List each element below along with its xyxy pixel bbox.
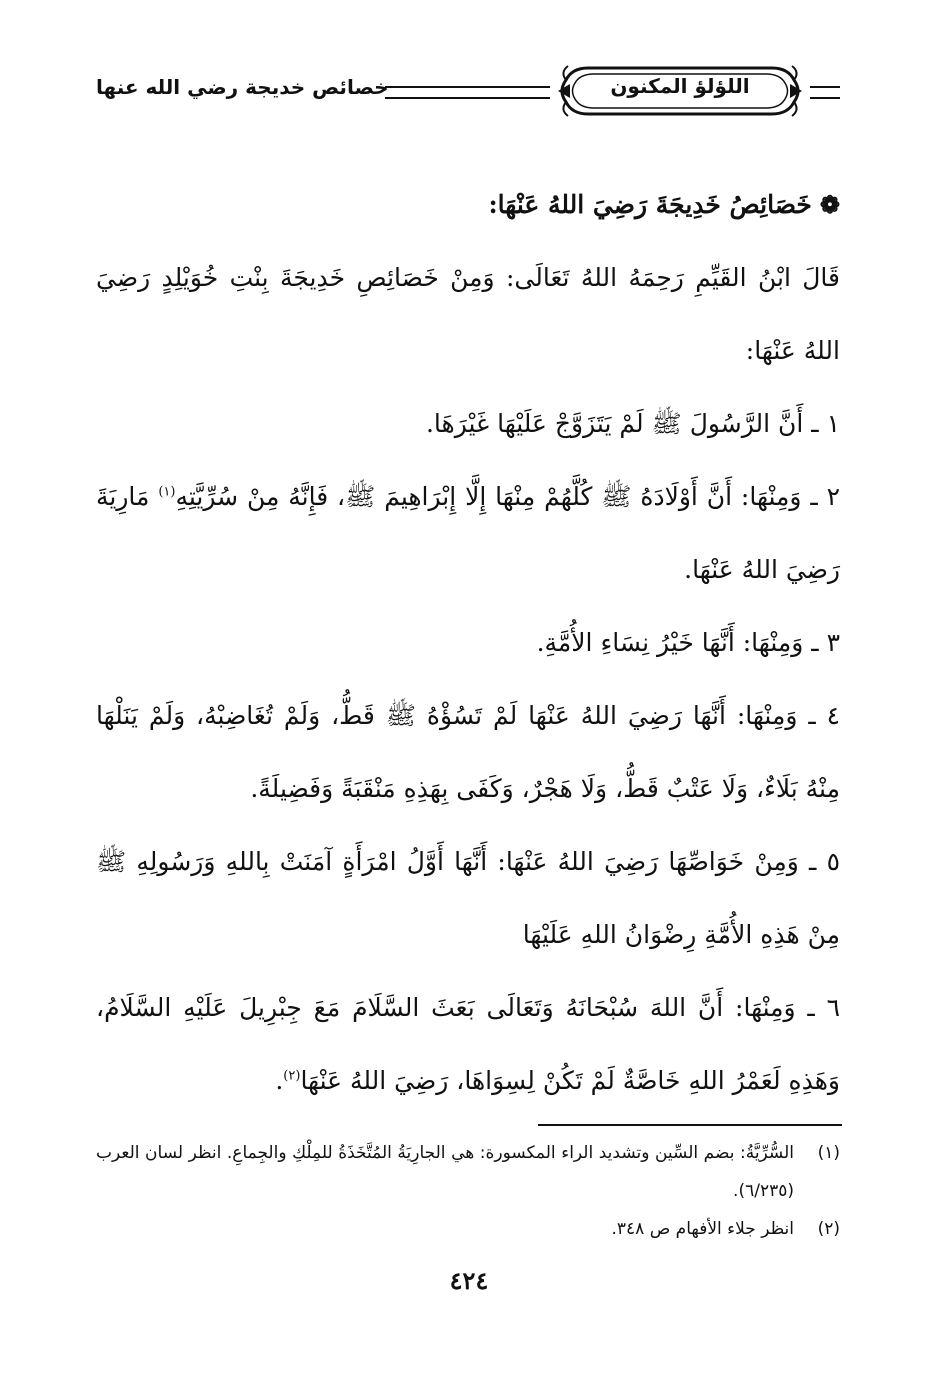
footnote-ref[interactable]: (٢) <box>283 1068 301 1084</box>
page-number: ٤٢٤ <box>449 1266 489 1295</box>
section-heading <box>96 168 840 241</box>
list-item <box>96 460 840 606</box>
chapter-title: خصائص خديجة رضي الله عنها <box>96 75 389 99</box>
footnote-number: (١) <box>817 1143 840 1163</box>
book-title-plaque <box>558 62 802 120</box>
list-item <box>96 971 840 1117</box>
footnote-ref[interactable]: (١) <box>158 484 176 500</box>
header-rule-right <box>810 86 840 99</box>
running-header <box>96 62 840 120</box>
list-item-text: مَارِيَةَ رَضِيَ اللهُ عَنْهَا. <box>96 482 840 584</box>
footnote-text: السُّرِّيَّةُ: بضم السِّين وتشديد الراء المكسورة: هي الجارِيَةُ المُتَّخَذَةُ للمِلْكِ والجِماعِ. انظر لسان العرب (٦/٢٣٥). <box>96 1143 794 1201</box>
book-title: اللؤلؤ المكنون <box>610 74 750 98</box>
list-item-text: . <box>275 1066 284 1095</box>
main-text <box>96 168 840 1117</box>
intro-paragraph: قَالَ ابْنُ القَيِّمِ رَحِمَهُ اللهُ تَعَالَى: وَمِنْ خَصَائِصِ خَدِيجَةَ بِنْتِ خُوَيْلِدٍ رَضِيَ اللهُ عَنْهَا: <box>96 263 840 365</box>
flower-ornament-icon: ❁ <box>819 190 840 219</box>
list-item-text: ٢ ـ وَمِنْهَا: أَنَّ أَوْلَادَهُ ﷺ كُلَّهُمْ مِنْهَا إِلَّا إِبْرَاهِيمَ ﷺ، فَإِنَّهُ مِنْ سُرِّيَّتِهِ <box>175 482 840 511</box>
list-item: ٤ ـ وَمِنْهَا: أَنَّهَا رَضِيَ اللهُ عَنْهَا لَمْ تَسُؤْهُ ﷺ قَطُّ، وَلَمْ تُغَاضِبْهُ، وَلَمْ يَنَلْهَا مِنْهُ بَلَاءٌ، وَلَا عَتْبٌ قَطُّ، وَلَا هَجْرٌ، وَكَفَى بِهَذِهِ مَنْقَبَةً وَفَضِيلَةً. <box>96 701 840 803</box>
footnotes <box>96 1134 840 1248</box>
footnote-divider <box>538 1124 842 1126</box>
footnote-number: (٢) <box>817 1219 840 1239</box>
header-rule-middle <box>385 86 550 99</box>
list-item: ٣ ـ وَمِنْهَا: أَنَّهَا خَيْرُ نِسَاءِ الأُمَّةِ. <box>536 628 840 657</box>
footnote <box>96 1210 840 1248</box>
list-item: ١ ـ أَنَّ الرَّسُولَ ﷺ لَمْ يَتَزَوَّجْ عَلَيْهَا غَيْرَهَا. <box>425 409 840 438</box>
list-item-text: ٦ ـ وَمِنْهَا: أَنَّ اللهَ سُبْحَانَهُ وَتَعَالَى بَعَثَ السَّلَامَ مَعَ جِبْرِيلَ عَلَيْهِ السَّلَامُ، وَهَذِهِ لَعَمْرُ اللهِ خَاصَّةٌ لَمْ تَكُنْ لِسِوَاهَا، رَضِيَ اللهُ عَنْهَا <box>96 993 840 1095</box>
footnote <box>96 1134 840 1210</box>
list-item: ٥ ـ وَمِنْ خَوَاصِّهَا رَضِيَ اللهُ عَنْهَا: أَنَّهَا أَوَّلُ امْرَأَةٍ آمَنَتْ بِاللهِ وَرَسُولِهِ ﷺ مِنْ هَذِهِ الأُمَّةِ رِضْوَانُ اللهِ عَلَيْهَا <box>96 847 840 949</box>
section-heading-text: خَصَائِصُ خَدِيجَةَ رَضِيَ اللهُ عَنْهَا: <box>488 190 812 219</box>
footnote-text: انظر جلاء الأفهام ص ٣٤٨. <box>611 1219 794 1239</box>
